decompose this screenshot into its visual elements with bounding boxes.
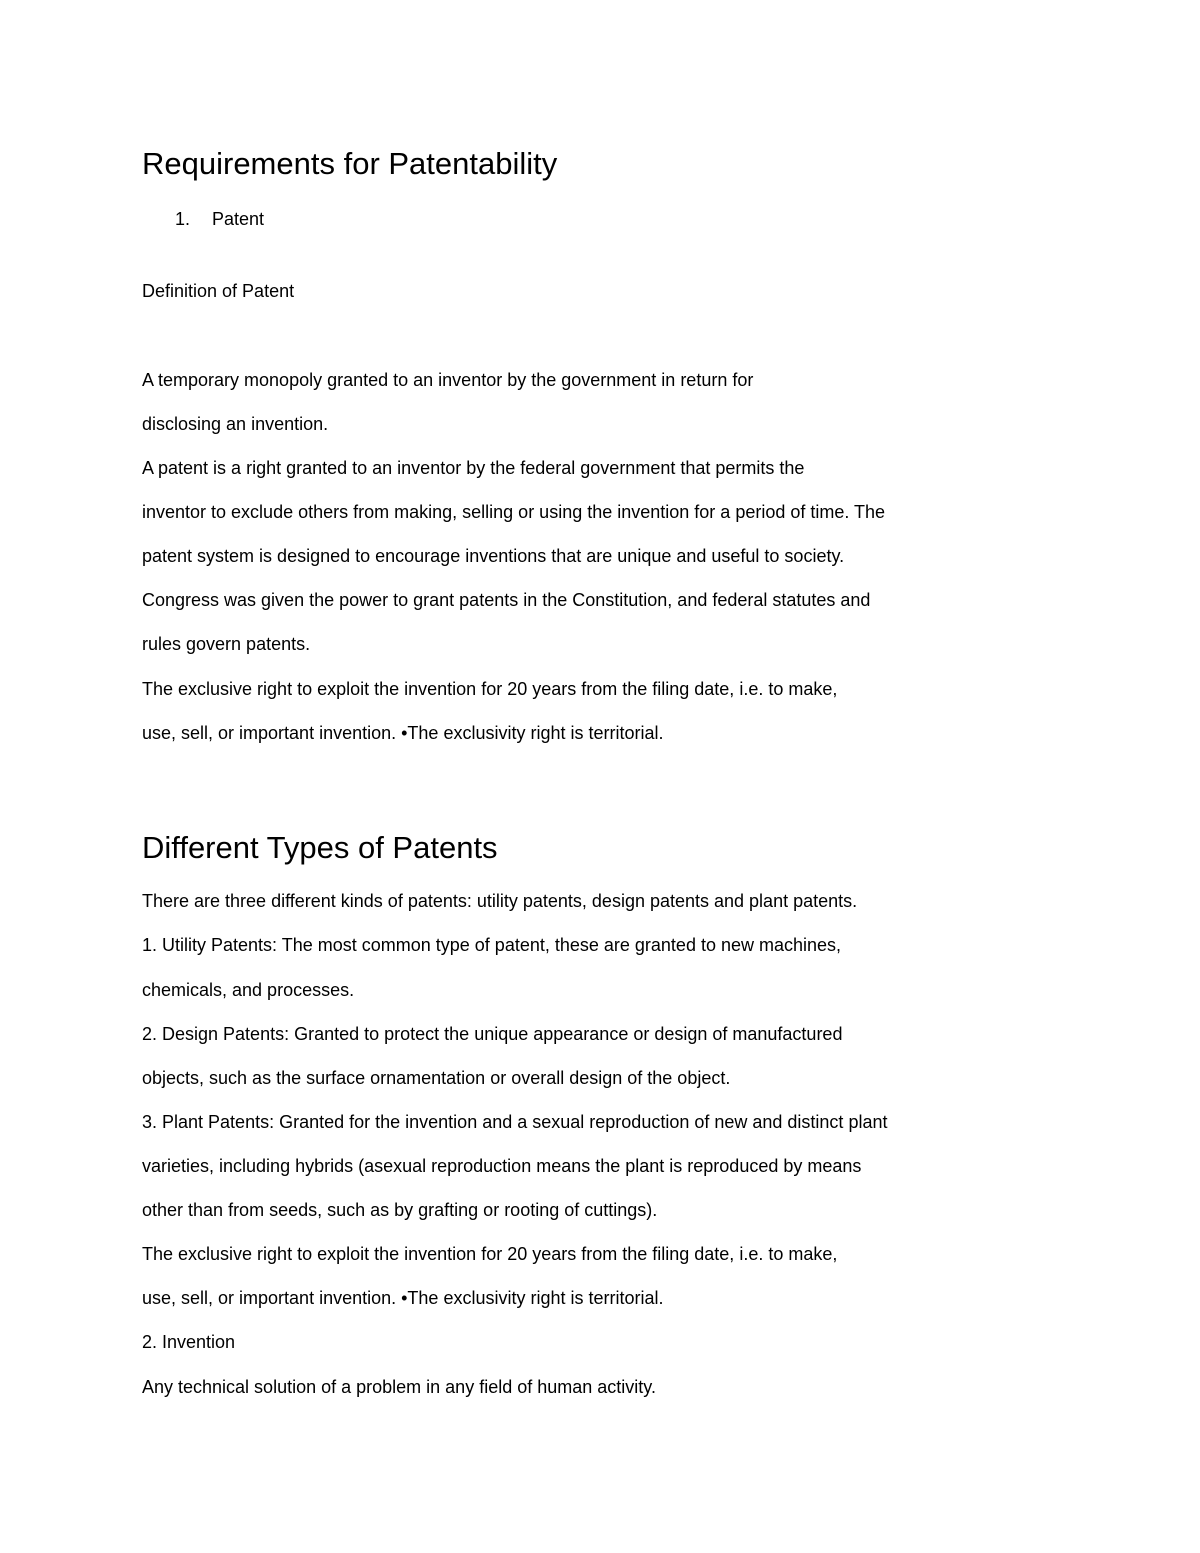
paragraph-line: 2. Invention <box>142 1332 236 1352</box>
paragraph-line: use, sell, or important invention. •The exclusivity right is territorial. <box>142 1288 664 1308</box>
paragraph-line: The exclusive right to exploit the invention for 20 years from the filing date, i.e. to make, <box>142 679 838 699</box>
paragraph-line: chemicals, and processes. <box>142 980 355 1000</box>
section-heading-types: Different Types of Patents <box>142 830 498 865</box>
section-heading-requirements: Requirements for Patentability <box>142 146 558 181</box>
paragraph-line: Any technical solution of a problem in any field of human activity. <box>142 1377 656 1397</box>
paragraph-line: rules govern patents. <box>142 634 311 654</box>
definition-subheading: Definition of Patent <box>142 281 295 301</box>
paragraph-line: A temporary monopoly granted to an inventor by the government in return for <box>142 370 754 390</box>
paragraph-line: The exclusive right to exploit the invention for 20 years from the filing date, i.e. to make, <box>142 1244 838 1264</box>
paragraph-line: varieties, including hybrids (asexual reproduction means the plant is reproduced by means <box>142 1156 862 1176</box>
list-item-patent: Patent <box>212 209 265 229</box>
paragraph-line: disclosing an invention. <box>142 414 329 434</box>
paragraph-line: A patent is a right granted to an inventor by the federal government that permits the <box>142 458 805 478</box>
paragraph-line: use, sell, or important invention. •The exclusivity right is territorial. <box>142 723 664 743</box>
paragraph-line: inventor to exclude others from making, selling or using the invention for a period of time. The <box>142 502 886 522</box>
paragraph-line: 1. Utility Patents: The most common type of patent, these are granted to new machines, <box>142 935 842 955</box>
paragraph-line: patent system is designed to encourage inventions that are unique and useful to society. <box>142 546 845 566</box>
paragraph-line: 3. Plant Patents: Granted for the invention and a sexual reproduction of new and distinct plant <box>142 1112 888 1132</box>
paragraph-line: Congress was given the power to grant patents in the Constitution, and federal statutes and <box>142 590 871 610</box>
list-item-number: 1. <box>175 209 191 229</box>
paragraph-line: other than from seeds, such as by grafting or rooting of cuttings). <box>142 1200 658 1220</box>
paragraph-line: There are three different kinds of patents: utility patents, design patents and plant patents. <box>142 891 858 911</box>
paragraph-line: objects, such as the surface ornamentation or overall design of the object. <box>142 1068 731 1088</box>
paragraph-line: 2. Design Patents: Granted to protect the unique appearance or design of manufactured <box>142 1024 843 1044</box>
